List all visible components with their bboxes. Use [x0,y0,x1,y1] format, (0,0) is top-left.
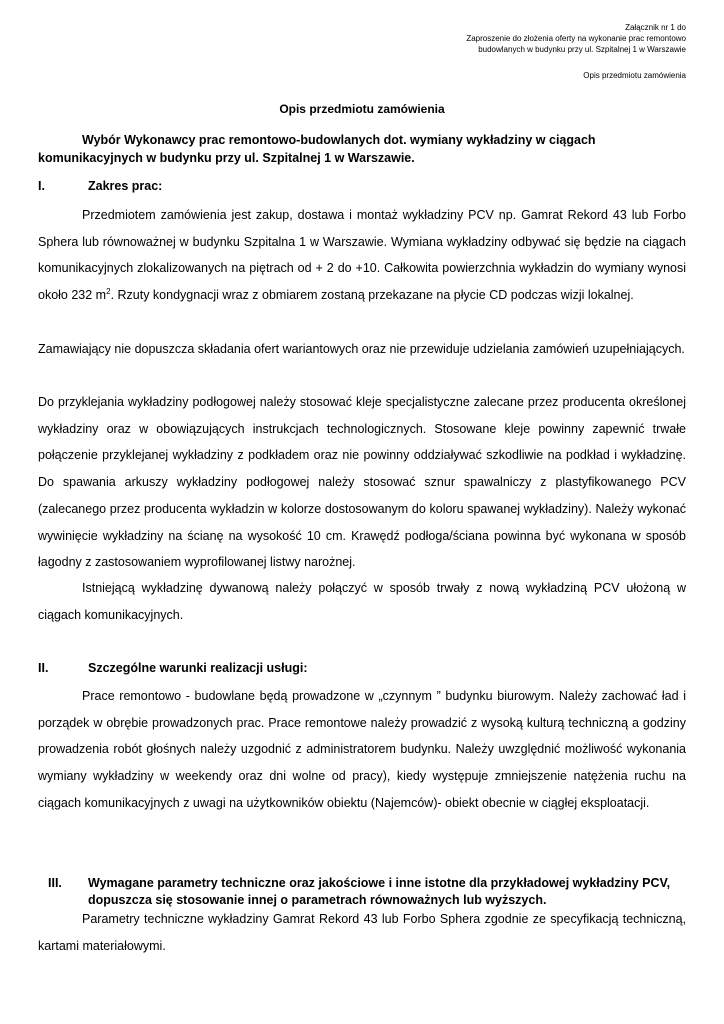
section-2-paragraph-1: Prace remontowo - budowlane będą prowadzone w „czynnym ” budynku biurowym. Należy zachować ład i porządek w obrębie prowadzonych prac. Prace remontowe należy prowadzić z wysoką kulturą techniczną a godziny prowadzenia robót głośnych należy uzgodnić z administratorem budynku. Należy uwzględnić możliwość wykonania wymiany wykładziny w weekendy oraz dni wolne od pracy), kiedy występuje zmniejszenie natężenia ruchu na ciągach komunikacyjnych z uwagi na użytkowników obiektu (Najemców)- obiekt obecnie w ciągłej eksploatacji. [38,689,686,810]
section-1-p1-text: Przedmiotem zamówienia jest zakup, dostawa i montaż wykładziny PCV np. Gamrat Rekord 43 lub Forbo Sphera lub równoważnej w budynku Szpitalna 1 w Warszawie. Wymiana wykładziny odbywać się będzie na ciągach komunikacyjnych zlokalizowanych na piętrach od + 2 do +10. Całkowita powierzchnia wykładzin do wymiany wynosi około 232 m [38,208,686,303]
header-line-3: budowlanych w budynku przy ul. Szpitalnej 1 w Warszawie [478,45,686,54]
section-1-number: I. [38,179,45,193]
section-2-number: II. [38,661,49,675]
section-1-paragraph-4: Istniejącą wykładzinę dywanową należy połączyć w sposób trwały z nową wykładziną PCV ułożoną w ciągach komunikacyjnych. [38,581,686,622]
document-title: Opis przedmiotu zamówienia [279,102,445,116]
section-1-heading [38,178,686,195]
section-1-p1-end: . Rzuty kondygnacji wraz z obmiarem zostaną przekazane na płycie CD podczas wizji lokalnej. [110,288,634,303]
section-1-paragraph-1 [38,202,686,309]
section-1-paragraph-3: Do przyklejania wykładziny podłogowej należy stosować kleje specjalistyczne zalecane przez producenta określonej wykładziny oraz w obowiązujących instrukcjach technologicznych. Stosowane kleje powinny zapewnić trwałe połączenie przyklejanej wykładziny z podkładem oraz nie powinny oddziaływać szkodliwie na podkład i wykładzinę. Do spawania arkuszy wykładziny podłogowej należy stosować sznur spawalniczy z plastyfikowanego PCV (zalecanego przez producenta wykładzin w kolorze dostosowanym do koloru spawanej wykładziny). Należy wykonać wywinięcie wykładziny na ścianę na wysokość 10 cm. Krawędź podłoga/ściana powinna być wykonana w sposób łagodny z zastosowaniem wyprofilowanej listwy narożnej. [38,395,686,570]
attachment-header [466,22,686,55]
section-3-heading [38,875,686,909]
section-3-paragraph-1: Parametry techniczne wykładziny Gamrat Rekord 43 lub Forbo Sphera zgodnie ze specyfikacją techniczną, kartami materiałowymi. [38,912,686,953]
header-line-4: Opis przedmiotu zamówienia [583,71,686,80]
superscript-2: 2 [106,286,111,296]
section-2-title: Szczególne warunki realizacji usługi: [88,661,308,675]
lead-paragraph [38,131,686,167]
section-2-heading [38,660,686,677]
section-1-paragraph-2: Zamawiający nie dopuszcza składania ofert wariantowych oraz nie przewiduje udzielania zamówień uzupełniających. [38,342,685,356]
header-line-1: Załącznik nr 1 do [625,23,686,32]
section-3-number: III. [48,876,62,890]
lead-text: Wybór Wykonawcy prac remontowo-budowlanych dot. wymiany wykładziny w ciągach komunikacyjnych w budynku przy ul. Szpitalnej 1 w Warszawie. [38,133,596,165]
header-line-2: Zaproszenie do złożenia oferty na wykonanie prac remontowo [466,34,686,43]
section-1-title: Zakres prac: [88,179,163,193]
section-3-title: Wymagane parametry techniczne oraz jakościowe i inne istotne dla przykładowej wykładziny PCV, dopuszcza się stosowanie innej o parametrach równoważnych lub wyższych. [88,876,671,907]
